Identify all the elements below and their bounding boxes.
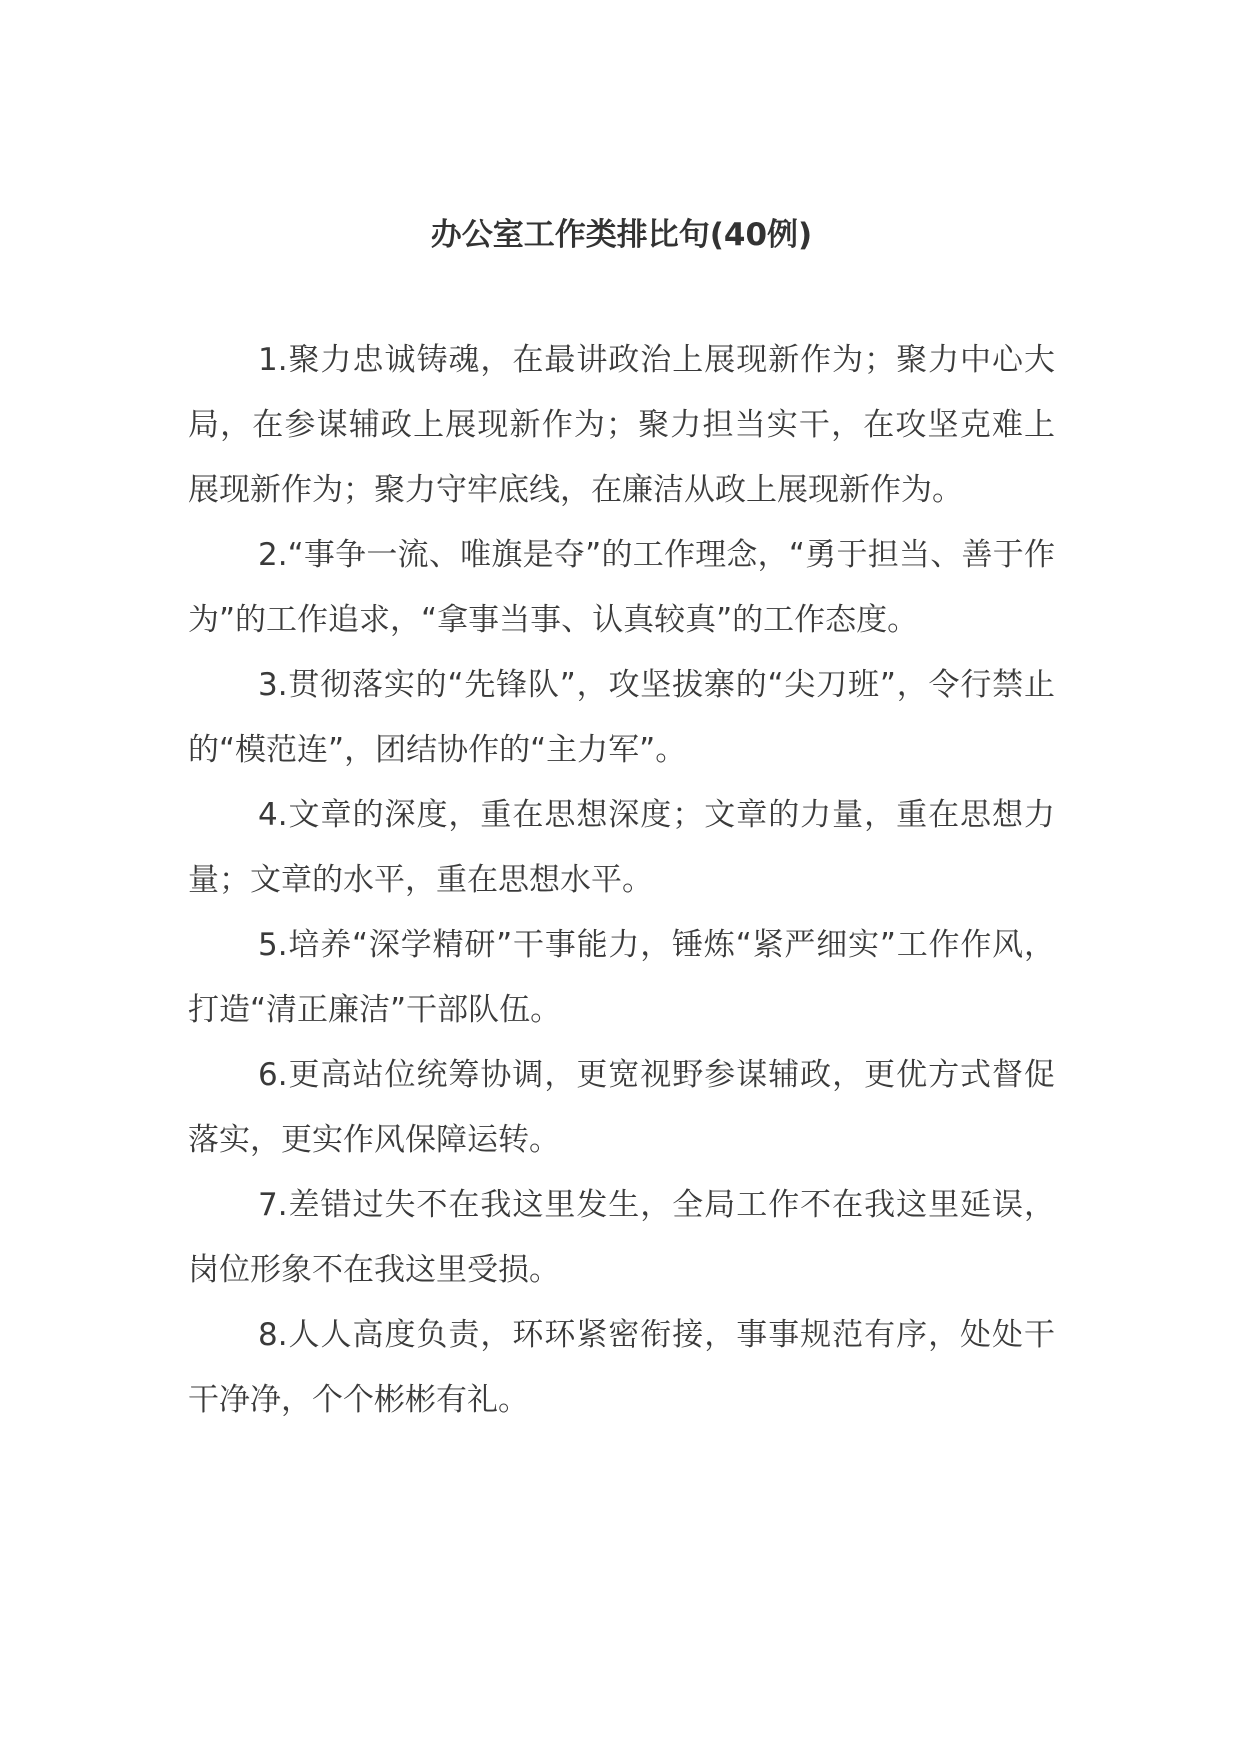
paragraph-7: 7.差错过失不在我这里发生，全局工作不在我这里延误，岗位形象不在我这里受损。 [188, 1187, 1055, 1288]
paragraph-1: 1.聚力忠诚铸魂，在最讲政治上展现新作为；聚力中心大局，在参谋辅政上展现新作为；聚力担当实干，在攻坚克难上展现新作为；聚力守牢底线，在廉洁从政上展现新作为。 [188, 342, 1055, 508]
document-title: 办公室工作类排比句(40例) [430, 217, 813, 253]
paragraph-2: 2.“事争一流、唯旗是夺”的工作理念，“勇于担当、善于作为”的工作追求，“拿事当事、认真较真”的工作态度。 [188, 537, 1055, 638]
paragraph-6: 6.更高站位统筹协调，更宽视野参谋辅政，更优方式督促落实，更实作风保障运转。 [188, 1057, 1055, 1158]
document-page [188, 200, 1055, 1433]
paragraph-4: 4.文章的深度，重在思想深度；文章的力量，重在思想力量；文章的水平，重在思想水平。 [188, 797, 1055, 898]
paragraph-5: 5.培养“深学精研”干事能力，锤炼“紧严细实”工作作风，打造“清正廉洁”干部队伍。 [188, 927, 1055, 1028]
paragraph-3: 3.贯彻落实的“先锋队”，攻坚拔寨的“尖刀班”，令行禁止的“模范连”，团结协作的“主力军”。 [188, 667, 1055, 768]
paragraph-8: 8.人人高度负责，环环紧密衔接，事事规范有序，处处干干净净，个个彬彬有礼。 [188, 1317, 1055, 1418]
